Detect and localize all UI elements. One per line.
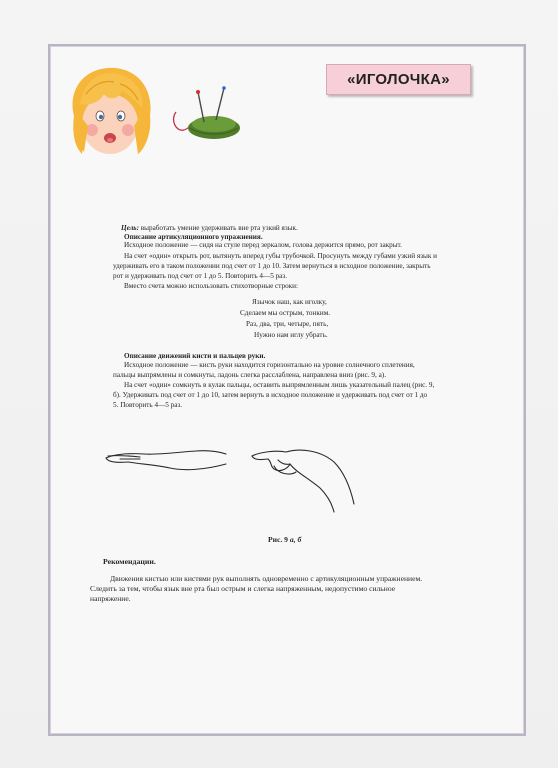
hand-pointing-icon (252, 450, 354, 512)
verse-line: Язычок наш, как иголку, (252, 298, 327, 306)
hand-p2b: б). Удерживать под счет от 1 до 10, затем вернуть в исходное положение и удерживать под счет от 1 до (113, 391, 428, 399)
goal-text: выработать умение удерживать вне рта узкий язык. (138, 224, 298, 232)
articulation-p2b: удерживать его в таком положении под счет от 1 до 10. Затем вернуться в исходное положение, закрыть (113, 262, 431, 270)
pincushion-needles-icon (168, 84, 250, 146)
verse-line: Раз, два, три, четыре, пять, (246, 320, 329, 328)
goal-label: Цель: (121, 224, 139, 232)
articulation-p1: Исходное положение — сидя на стуле перед зеркалом, голова держится прямо, рот закрыт. (124, 241, 402, 249)
hand-p1b: пальцы выпрямлены и сомкнуты, ладонь слегка расслаблена, направлена вниз (рис. 9, а). (113, 371, 386, 379)
articulation-p2c: рот и удерживать под счет от 1 до 5. Повторить 4—5 раз. (113, 272, 288, 280)
recommendations-l3: напряжение. (90, 594, 131, 603)
girl-face-icon (64, 64, 156, 160)
title-box (326, 64, 471, 95)
articulation-heading: Описание артикуляционного упражнения. (124, 233, 263, 241)
hand-p2a: На счет «один» сомкнуть в кулак пальцы, оставить выпрямленным лишь указательный палец (рис. 9, (124, 381, 435, 389)
recommendations-heading: Рекомендации. (103, 557, 156, 566)
page-title: «ИГОЛОЧКА» (347, 71, 450, 88)
hand-p2c: 5. Повторить 4—5 раз. (113, 401, 183, 409)
verse-line: Нужно нам иглу убрать. (254, 331, 328, 339)
verse-line: Сделаем мы острым, тонким. (240, 309, 331, 317)
goal-line (121, 224, 298, 232)
articulation-p2a: На счет «один» открыть рот, вытянуть вперед губы трубочкой. Просунуть между губами узкий язык и (124, 252, 438, 260)
figure-caption (268, 535, 301, 544)
hand-figure (100, 438, 360, 516)
recommendations-l2: Следить за тем, чтобы язык вне рта был острым и слегка напряженным, недопустимо сильное (90, 584, 396, 593)
articulation-p3: Вместо счета можно использовать стихотворные строки: (124, 282, 299, 290)
hand-flat-icon (106, 451, 226, 470)
verse-block (232, 297, 382, 341)
hand-p1a: Исходное положение — кисть руки находится горизонтально на уровне солнечного сплетения, (124, 361, 415, 369)
hand-heading: Описание движений кисти и пальцев руки. (124, 352, 266, 360)
recommendations-l1: Движения кистью или кистями рук выполнять одновременно с артикуляционным упражнением. (110, 574, 423, 583)
caption-prefix: Рис. 9 (268, 535, 290, 544)
caption-suffix: а, б (289, 535, 302, 544)
